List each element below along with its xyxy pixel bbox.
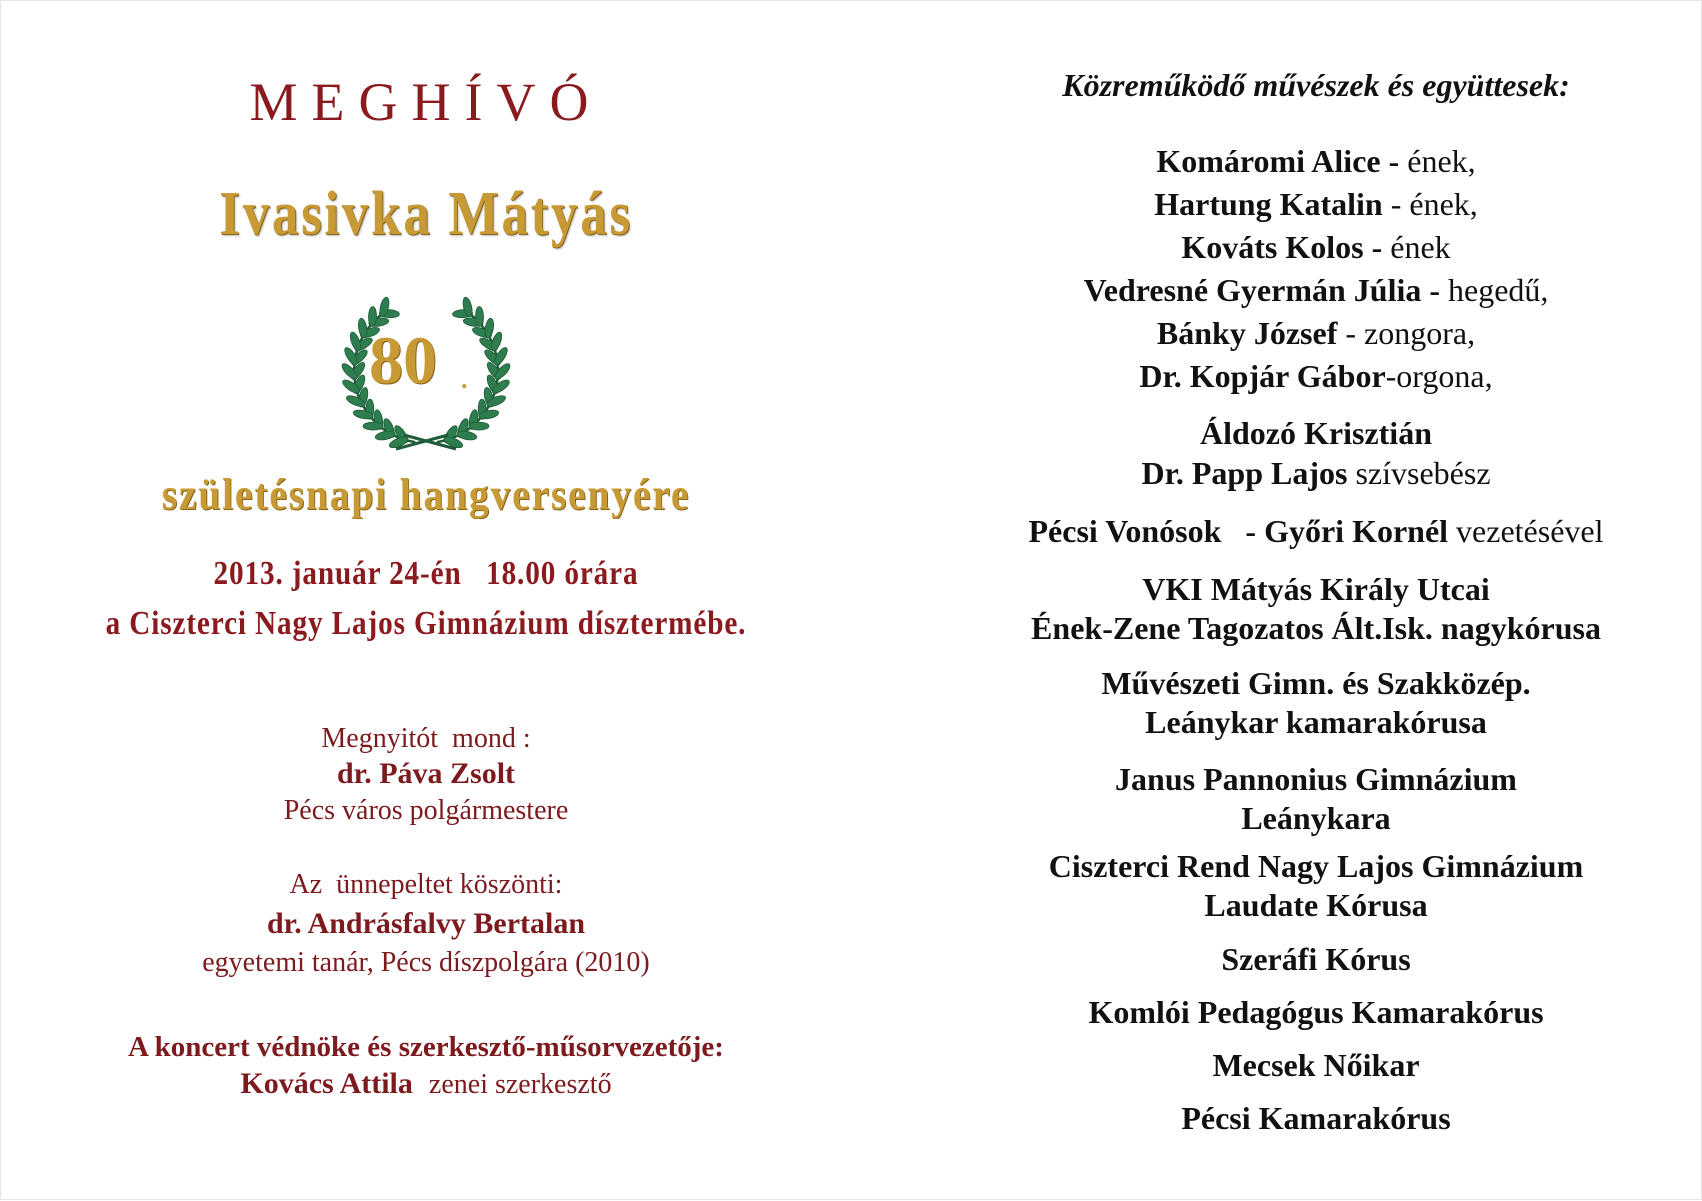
anniversary-number: 80: [369, 322, 437, 398]
soloist-separator: -: [1385, 358, 1397, 394]
ensemble-name: Leánykar kamarakórusa: [1145, 704, 1487, 740]
laurel-leaf: [375, 430, 396, 442]
soloist-name: Vedresné Gyermán Júlia: [1083, 272, 1422, 308]
ensemble-name: Művészeti Gimn. és Szakközép.: [1101, 665, 1531, 701]
performers-heading: Közreműködő művészek és együttesek:: [1062, 67, 1570, 103]
ensemble-name: Ének-Zene Tagozatos Ált.Isk. nagykórusa: [1031, 610, 1601, 646]
soloist-line: [961, 315, 1671, 352]
soloist-separator: -: [1380, 143, 1408, 179]
laurel-leaf: [357, 318, 368, 339]
ensemble-line: [961, 571, 1671, 608]
ensemble-name: Leánykara: [1241, 800, 1391, 836]
soloist-separator: -: [1337, 315, 1365, 351]
invitation-left-panel: [1, 1, 851, 1201]
soloist-separator: -: [1382, 186, 1410, 222]
soloist-line: [961, 186, 1671, 223]
patron-line: [1, 1067, 851, 1101]
ensemble-line: [961, 704, 1671, 741]
soloist-role: zongora,: [1364, 315, 1476, 351]
ensemble-line: [961, 1100, 1671, 1137]
performer-role: szívsebész: [1355, 455, 1491, 491]
ensemble-name: Ciszterci Rend Nagy Lajos Gimnázium: [1048, 848, 1584, 884]
performers-panel: [961, 1, 1671, 1201]
ensemble-line: [961, 800, 1671, 837]
laurel-leaf: [484, 318, 495, 339]
greeting-speaker: dr. Andrásfalvy Bertalan: [266, 907, 586, 940]
performer-papp: [961, 455, 1671, 492]
invitation-subtitle: születésnapi hangversenyére: [161, 470, 691, 519]
soloist-role: ének,: [1409, 186, 1478, 222]
honoree-name: Ivasivka Mátyás: [219, 180, 633, 248]
laurel-wreath-icon: [321, 279, 531, 459]
ensemble-line: [961, 761, 1671, 798]
patron-role: zenei szerkesztő: [428, 1069, 612, 1100]
opening-speaker: dr. Páva Zsolt: [336, 757, 516, 790]
anniversary-number-suffix: .: [461, 365, 468, 394]
ensemble-line: [961, 994, 1671, 1031]
soloist-name: Komáromi Alice: [1156, 143, 1381, 179]
ensemble-name: Szeráfi Kórus: [1221, 941, 1411, 977]
performer-name: Dr. Papp Lajos: [1141, 455, 1348, 491]
ensemble-line: [961, 941, 1671, 978]
soloist-line: [961, 229, 1671, 266]
greeting-speaker-role: egyetemi tanár, Pécs díszpolgára (2010): [202, 947, 650, 978]
soloist-name: Kováts Kolos: [1181, 229, 1364, 265]
patron-label: A koncert védnöke és szerkesztő-műsorvezetője:: [128, 1031, 724, 1063]
patron-name: Kovács Attila: [240, 1067, 413, 1100]
laurel-leaf: [456, 430, 477, 442]
ensemble-name: Laudate Kórusa: [1204, 887, 1428, 923]
performer-name: Áldozó Krisztián: [1200, 415, 1432, 451]
ensemble-line: [961, 1047, 1671, 1084]
performer-aldozo: [961, 415, 1671, 452]
soloist-name: Dr. Kopjár Gábor: [1139, 358, 1386, 394]
ensemble-role: vezetésével: [1456, 513, 1604, 549]
event-date: 2013. január 24-én 18.00 órára: [213, 555, 639, 592]
laurel-leaf: [363, 422, 383, 430]
ensemble-name: VKI Mátyás Király Utcai: [1142, 571, 1490, 607]
soloist-role: orgona,: [1396, 358, 1493, 394]
ensemble-name: Janus Pannonius Gimnázium: [1115, 761, 1517, 797]
soloist-name: Bánky József: [1156, 315, 1338, 351]
soloist-role: ének: [1390, 229, 1451, 265]
laurel-leaf: [469, 422, 489, 430]
laurel-leaf: [475, 306, 484, 326]
soloist-role: hegedű,: [1448, 272, 1549, 308]
ensemble-line: [961, 610, 1671, 647]
soloist-separator: -: [1421, 272, 1449, 308]
event-venue: a Ciszterci Nagy Lajos Gimnázium dísztermébe.: [105, 605, 747, 642]
ensemble-line: [961, 665, 1671, 702]
soloist-line: [961, 272, 1671, 309]
performer-vonosok: [961, 513, 1671, 550]
soloist-role: ének,: [1407, 143, 1476, 179]
soloist-separator: -: [1363, 229, 1391, 265]
ensemble-name: Pécsi Kamarakórus: [1181, 1100, 1451, 1136]
invitation-title: MEGHÍVÓ: [249, 72, 603, 132]
soloist-name: Hartung Katalin: [1154, 186, 1383, 222]
ensemble-name: Komlói Pedagógus Kamarakórus: [1088, 994, 1544, 1030]
ensemble-name: Mecsek Nőikar: [1212, 1047, 1420, 1083]
ensemble-line: [961, 848, 1671, 885]
opening-speaker-role: Pécs város polgármestere: [283, 795, 569, 826]
soloist-line: [961, 143, 1671, 180]
soloist-line: [961, 358, 1671, 395]
opening-label: Megnyitót mond :: [321, 723, 531, 754]
ensemble-name: Pécsi Vonósok - Győri Kornél: [1028, 513, 1449, 549]
greeting-label: Az ünnepeltet köszönti:: [289, 869, 563, 900]
ensemble-line: [961, 887, 1671, 924]
